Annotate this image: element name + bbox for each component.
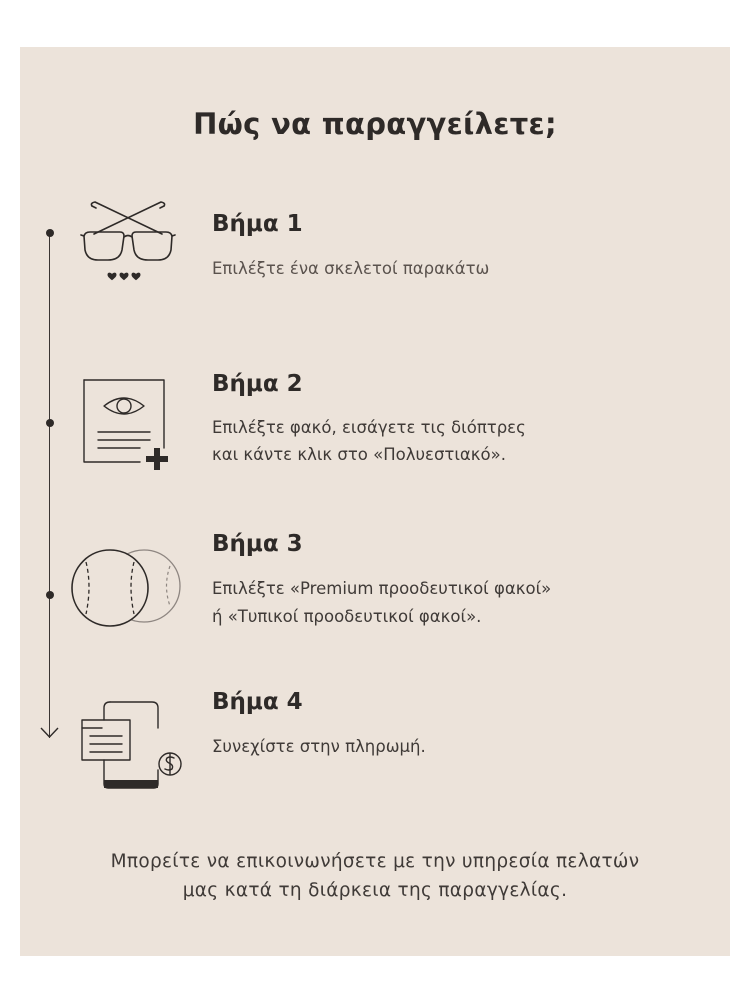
- step-2-text-line-1: Επιλέξτε φακό, εισάγετε τις διόπτρες: [212, 418, 526, 437]
- prescription-eye-plus-icon: [80, 376, 178, 472]
- timeline-dot-1: [46, 229, 54, 237]
- progressive-lens-icon: [66, 546, 186, 630]
- step-4-title: Βήμα 4: [212, 689, 303, 715]
- step-1-text: Επιλέξτε ένα σκελετοί παρακάτω: [212, 259, 490, 278]
- step-3-text-line-2: ή «Τυπικοί προοδευτικοί φακοί».: [212, 607, 482, 626]
- timeline-dot-3: [46, 591, 54, 599]
- how-to-order-card: [20, 47, 730, 956]
- step-1-title: Βήμα 1: [212, 211, 303, 237]
- timeline-dot-2: [46, 419, 54, 427]
- phone-payment-icon: [78, 700, 186, 792]
- customer-service-note: [0, 847, 750, 905]
- footer-line-1: Μπορείτε να επικοινωνήσετε με την υπηρεσία πελατών: [110, 851, 640, 872]
- step-4-text: Συνεχίστε στην πληρωμή.: [212, 737, 426, 756]
- step-3-text-line-1: Επιλέξτε «Premium προοδευτικοί φακοί»: [212, 579, 552, 598]
- page-title: Πώς να παραγγείλετε;: [193, 107, 557, 141]
- step-2-text-line-2: και κάντε κλικ στο «Πολυεστιακό».: [212, 445, 506, 464]
- footer-line-2: μας κατά τη διάρκεια της παραγγελίας.: [182, 880, 568, 901]
- step-3-title: Βήμα 3: [212, 531, 303, 557]
- glasses-hearts-icon: [78, 198, 178, 288]
- timeline-line: [49, 233, 50, 738]
- step-2-title: Βήμα 2: [212, 371, 303, 397]
- timeline-arrow-icon: [40, 726, 59, 740]
